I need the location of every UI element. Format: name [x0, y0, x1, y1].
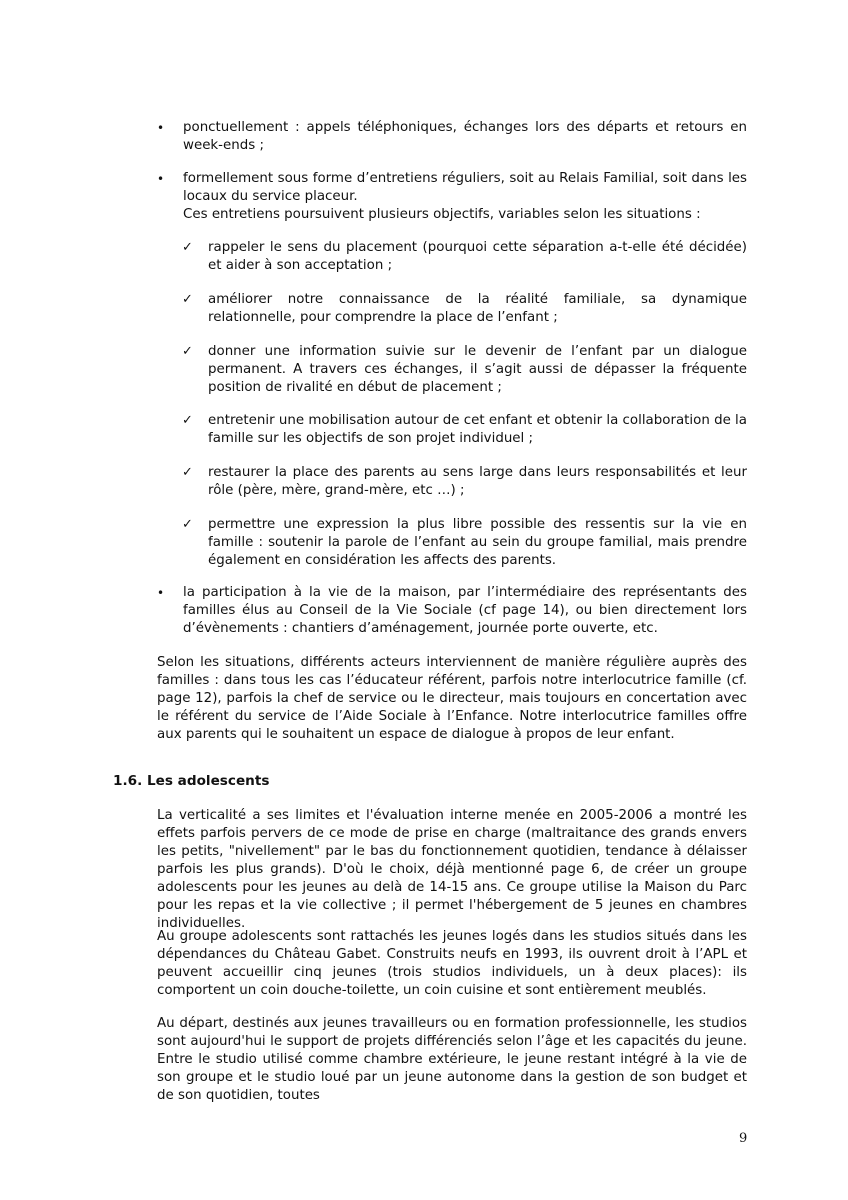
page-number: 9	[739, 1131, 748, 1146]
paragraph: La verticalité a ses limites et l'évaluation interne menée en 2005-2006 a montré les effets parfois pervers de ce mode de prise en charge (maltraitance des grands envers les petits, "nivellement" par le bas du fonctionnement quotidien, tendance à délaisser parfois les plus grands). D'où le choix, déjà mentionné page 6, de créer un groupe adolescents pour les jeunes au delà de 14-15 ans. Ce groupe utilise la Maison du Parc pour les repas et la vie collective ; il permet l'hébergement de 5 jeunes en chambres individuelles.	[157, 808, 747, 931]
checkmark-icon: ✓	[182, 344, 193, 359]
paragraph: Au départ, destinés aux jeunes travailleurs ou en formation professionnelle, les studios sont aujourd'hui le support de projets différenciés selon l’âge et les capacités du jeune. Entre le studio utilisé comme chambre extérieure, le jeune restant intégré à la vie de son groupe et le studio loué par un jeune autonome dans la gestion de son budget et de son quotidien, toutes	[157, 1016, 747, 1103]
bullet-item	[157, 170, 747, 224]
check-item	[182, 516, 747, 570]
check-item	[182, 239, 747, 275]
bullet-item	[157, 119, 747, 155]
checkmark-icon: ✓	[182, 292, 193, 307]
check-text: donner une information suivie sur le devenir de l’enfant par un dialogue permanent. A travers ces échanges, il s’agit aussi de dépasser la fréquente position de rivalité en début de placement ;	[208, 344, 747, 395]
checkmark-icon: ✓	[182, 240, 193, 255]
paragraph: Au groupe adolescents sont rattachés les jeunes logés dans les studios situés dans les dépendances du Château Gabet. Construits neufs en 1993, ils ouvrent droit à l’APL et peuvent accueillir cinq jeunes (trois studios individuels, un à deux places): ils comportent un coin douche-toilette, un coin cuisine et sont entièrement meublés.	[157, 929, 747, 998]
bullet-subtext: Ces entretiens poursuivent plusieurs objectifs, variables selon les situations :	[183, 207, 701, 222]
checkmark-icon: ✓	[182, 517, 193, 532]
check-text: rappeler le sens du placement (pourquoi cette séparation a-t-elle été décidée) et aider à son acceptation ;	[208, 240, 747, 273]
bullet-text: formellement sous forme d’entretiens réguliers, soit au Relais Familial, soit dans les locaux du service placeur.	[183, 171, 747, 204]
checkmark-icon: ✓	[182, 465, 193, 480]
check-text: améliorer notre connaissance de la réalité familiale, sa dynamique relationnelle, pour comprendre la place de l’enfant ;	[208, 292, 747, 325]
check-item	[182, 412, 747, 448]
bullet-icon: •	[157, 121, 165, 135]
bullet-icon: •	[157, 586, 165, 600]
bullet-item	[157, 584, 747, 638]
check-item	[182, 343, 747, 397]
section-heading: 1.6. Les adolescents	[113, 773, 270, 789]
checkmark-icon: ✓	[182, 413, 193, 428]
bullet-text: ponctuellement : appels téléphoniques, échanges lors des départs et retours en week-ends ;	[183, 120, 747, 153]
check-text: restaurer la place des parents au sens large dans leurs responsabilités et leur rôle (père, mère, grand-mère, etc …) ;	[208, 465, 747, 498]
check-item	[182, 464, 747, 500]
check-text: permettre une expression la plus libre possible des ressentis sur la vie en famille : soutenir la parole de l’enfant au sein du groupe familial, mais prendre également en considération les affects des parents.	[208, 517, 747, 568]
check-text: entretenir une mobilisation autour de cet enfant et obtenir la collaboration de la famille sur les objectifs de son projet individuel ;	[208, 413, 747, 446]
bullet-text: la participation à la vie de la maison, par l’intermédiaire des représentants des familles élus au Conseil de la Vie Sociale (cf page 14), ou bien directement lors d’évènements : chantiers d’aménagement, journée porte ouverte, etc.	[183, 585, 747, 636]
paragraph: Selon les situations, différents acteurs interviennent de manière régulière auprès des familles : dans tous les cas l’éducateur référent, parfois notre interlocutrice famille (cf. page 12), parfois la chef de service ou le directeur, mais toujours en concertation avec le référent du service de l’Aide Sociale à l’Enfance. Notre interlocutrice familles offre aux parents qui le souhaitent un espace de dialogue à propos de leur enfant.	[157, 655, 747, 742]
bullet-icon: •	[157, 172, 165, 186]
check-item	[182, 291, 747, 327]
